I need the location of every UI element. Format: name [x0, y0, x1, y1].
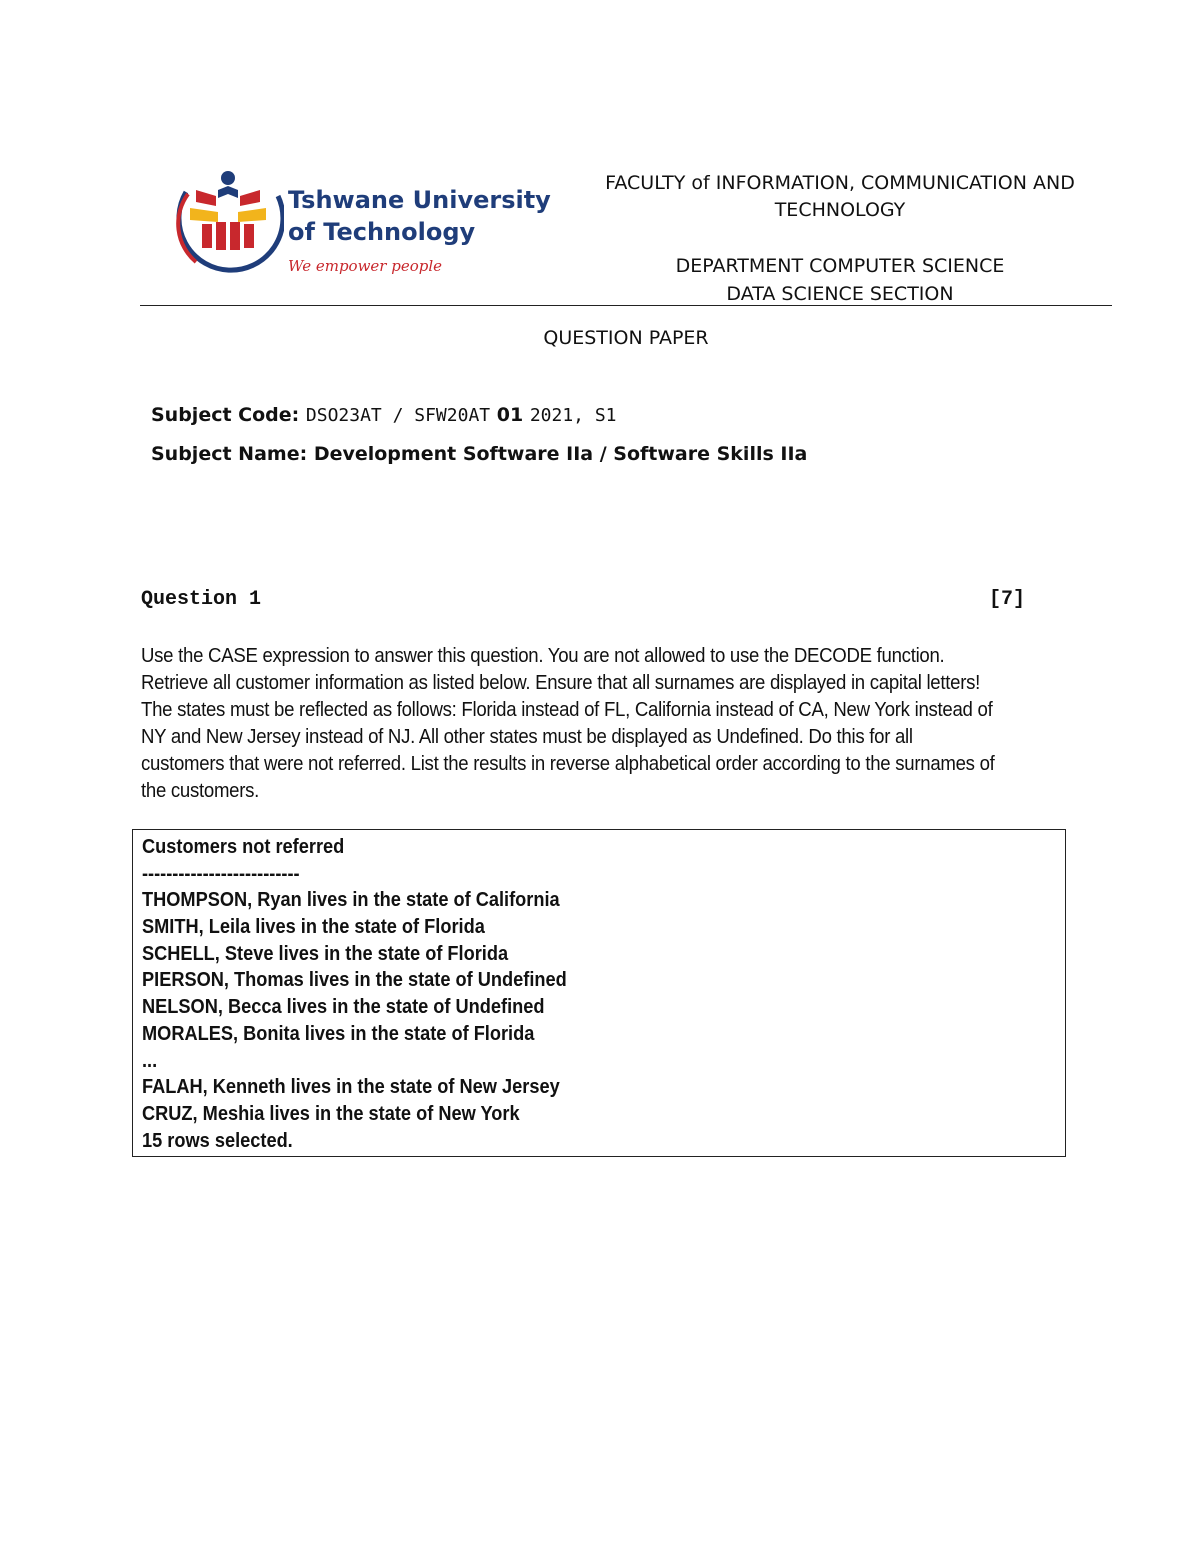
header-divider — [140, 305, 1112, 306]
expected-output-box — [132, 829, 1066, 1157]
output-row: NELSON, Becca lives in the state of Undefined — [142, 996, 545, 1019]
paper-number: 01 — [496, 404, 524, 426]
question-line: Use the CASE expression to answer this question. You are not allowed to use the DECODE function. — [141, 645, 945, 667]
university-logo — [166, 162, 550, 284]
section-name: DATA SCIENCE SECTION — [726, 283, 954, 305]
subject-code-row — [151, 404, 617, 426]
output-row: ... — [142, 1049, 158, 1072]
output-row: SCHELL, Steve lives in the state of Florida — [142, 942, 509, 965]
output-row: MORALES, Bonita lives in the state of Florida — [142, 1022, 535, 1045]
output-row: FALAH, Kenneth lives in the state of New Jersey — [142, 1076, 560, 1099]
question-marks: [7] — [989, 588, 1026, 611]
question-line: The states must be reflected as follows: Florida instead of FL, California instead of CA, New York instead of — [141, 699, 993, 721]
logo-line-2: of Technology — [288, 218, 476, 246]
year-semester: 2021, S1 — [529, 405, 617, 426]
output-row: CRUZ, Meshia lives in the state of New York — [142, 1102, 520, 1125]
faculty-line-2: TECHNOLOGY — [774, 199, 906, 221]
faculty-heading — [570, 170, 1110, 224]
department-heading — [570, 252, 1110, 308]
logo-tagline: We empower people — [288, 257, 443, 275]
paper-type-title: QUESTION PAPER — [543, 327, 709, 349]
faculty-line-1: FACULTY of INFORMATION, COMMUNICATION AND — [605, 172, 1075, 194]
output-row: SMITH, Leila lives in the state of Florida — [142, 916, 485, 939]
logo-line-1: Tshwane University — [288, 186, 551, 214]
question-line: customers that were not referred. List the results in reverse alphabetical order according to the surnames of — [141, 753, 995, 775]
output-separator: -------------------------- — [142, 862, 300, 885]
output-heading: Customers not referred — [142, 836, 345, 858]
question-line: Retrieve all customer information as listed below. Ensure that all surnames are displayed in capital letters! — [141, 672, 981, 694]
question-text — [141, 643, 1006, 805]
question-line: the customers. — [141, 780, 260, 802]
subject-name-value: Development Software IIa / Software Skills IIa — [313, 443, 808, 465]
question-title: Question 1 — [141, 588, 262, 611]
department-name: DEPARTMENT COMPUTER SCIENCE — [675, 255, 1005, 277]
tut-emblem-icon — [166, 162, 284, 284]
output-row: THOMPSON, Ryan lives in the state of California — [142, 889, 560, 912]
question-line: NY and New Jersey instead of NJ. All other states must be displayed as Undefined. Do this for all — [141, 726, 913, 748]
subject-code-value: DSO23AT / SFW20AT — [305, 405, 491, 426]
output-footer: 15 rows selected. — [142, 1129, 293, 1152]
subject-name-label: Subject Name: — [151, 443, 308, 465]
subject-code-label: Subject Code: — [151, 404, 300, 426]
subject-name-row — [151, 443, 807, 465]
output-row: PIERSON, Thomas lives in the state of Undefined — [142, 969, 567, 992]
